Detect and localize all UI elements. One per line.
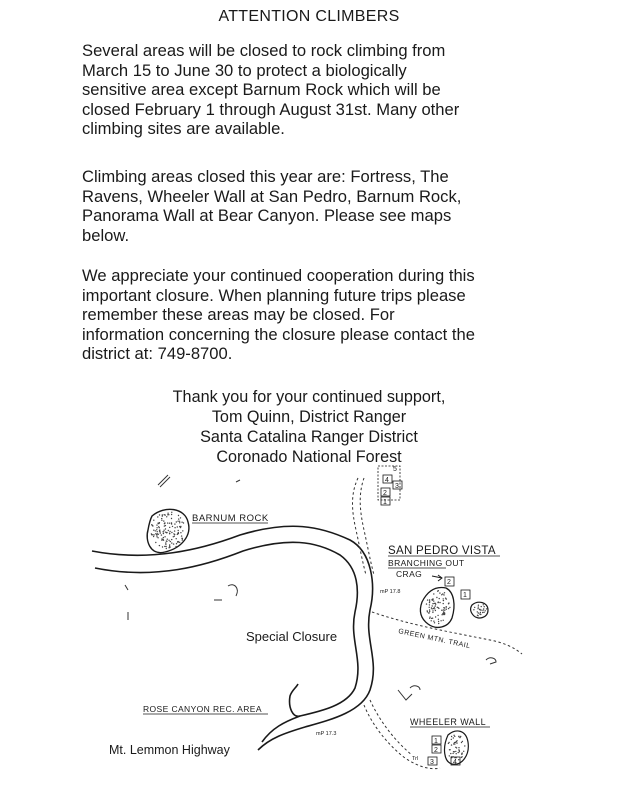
highway-label: Mt. Lemmon Highway xyxy=(109,743,230,757)
stipple-dot xyxy=(429,607,430,608)
stipple-dot xyxy=(456,742,457,743)
stipple-dot xyxy=(462,752,463,753)
stipple-dot xyxy=(427,599,428,600)
stipple-dot xyxy=(443,594,444,595)
stipple-dot xyxy=(443,598,444,599)
special-closure-label: Special Closure xyxy=(246,629,338,644)
stipple-dot xyxy=(163,531,164,532)
stipple-dot xyxy=(441,594,442,595)
stipple-dot xyxy=(477,611,478,612)
stipple-dot xyxy=(455,742,456,743)
stipple-dot xyxy=(433,621,434,622)
stipple-dot xyxy=(156,536,157,537)
stipple-dot xyxy=(159,530,160,531)
stipple-dot xyxy=(177,526,178,527)
stipple-dot xyxy=(449,749,450,750)
stipple-dot xyxy=(463,751,464,752)
stipple-dot xyxy=(458,747,459,748)
stipple-dot xyxy=(480,612,481,613)
marker-number: 3 xyxy=(430,759,434,766)
stipple-dot xyxy=(173,536,174,537)
paragraph-line: district at: 749-8700. xyxy=(82,344,233,363)
stipple-dot xyxy=(163,520,164,521)
stipple-dot xyxy=(179,542,180,543)
notice-paragraph-cooperation xyxy=(82,266,542,364)
stipple-dot xyxy=(459,751,460,752)
closure-map xyxy=(0,462,618,800)
stipple-dot xyxy=(169,544,170,545)
stipple-dot xyxy=(486,608,487,609)
stipple-dot xyxy=(483,612,484,613)
stipple-dot xyxy=(165,514,166,515)
stipple-dot xyxy=(181,538,182,539)
stipple-dot xyxy=(432,610,433,611)
paragraph-line: March 15 to June 30 to protect a biologically xyxy=(82,60,407,80)
stipple-dot xyxy=(177,541,178,542)
stipple-dot xyxy=(455,747,456,748)
stipple-dot xyxy=(444,592,445,593)
stipple-dot xyxy=(174,527,175,528)
stipple-dot xyxy=(433,593,434,594)
stipple-dot xyxy=(171,514,172,515)
stipple-dot xyxy=(429,604,430,605)
stipple-dot xyxy=(432,618,433,619)
stipple-dot xyxy=(162,546,163,547)
stipple-dot xyxy=(164,522,165,523)
branching-out-crag-formation xyxy=(420,588,488,628)
paragraph-line: Several areas will be closed to rock climbing from xyxy=(82,41,446,60)
stipple-dot xyxy=(169,531,170,532)
stipple-dot xyxy=(449,607,450,608)
san-pedro-crag-markers xyxy=(432,575,470,599)
stipple-dot xyxy=(165,528,166,529)
stipple-dot xyxy=(171,512,172,513)
stipple-dot xyxy=(166,548,167,549)
stipple-dot xyxy=(177,521,178,522)
stipple-dot xyxy=(165,544,166,545)
stipple-dot xyxy=(477,615,478,616)
marker-number: 1 xyxy=(463,592,467,599)
stipple-dot xyxy=(456,753,457,754)
stipple-dot xyxy=(444,613,445,614)
stipple-dot xyxy=(153,534,154,535)
crag-label: CRAG xyxy=(396,569,423,579)
stipple-dot xyxy=(161,520,162,521)
stipple-dot xyxy=(163,537,164,538)
stipple-dot xyxy=(171,532,172,533)
stipple-dot xyxy=(159,545,160,546)
stipple-dot xyxy=(429,609,430,610)
paragraph-line: below. xyxy=(82,225,130,245)
paragraph-line: closed February 1 through August 31st. Many other xyxy=(82,99,460,119)
stipple-dot xyxy=(151,533,152,534)
rose-canyon-label: ROSE CANYON REC. AREA xyxy=(143,704,262,714)
stipple-dot xyxy=(161,540,162,541)
stipple-dot xyxy=(182,530,183,531)
stipple-dot xyxy=(174,523,175,524)
stipple-dot xyxy=(436,597,437,598)
notice-title: ATTENTION CLIMBERS xyxy=(218,8,400,25)
paragraph-line: important closure. When planning future trips please xyxy=(82,285,466,305)
paragraph-line: information concerning the closure please contact the xyxy=(82,324,475,344)
marker-number: 5 xyxy=(393,466,397,473)
stipple-dot xyxy=(164,536,165,537)
paragraph-line: remember these areas may be closed. For xyxy=(82,305,395,324)
stipple-dot xyxy=(428,613,429,614)
stipple-dot xyxy=(165,532,166,533)
stipple-dot xyxy=(445,606,446,607)
stipple-dot xyxy=(162,539,163,540)
stipple-dot xyxy=(446,598,447,599)
stipple-dot xyxy=(163,533,164,534)
stipple-dot xyxy=(451,736,452,737)
stipple-dot xyxy=(458,736,459,737)
stipple-dot xyxy=(434,607,435,608)
stipple-dot xyxy=(157,531,158,532)
stipple-dot xyxy=(453,737,454,738)
stipple-dot xyxy=(169,533,170,534)
stipple-dot xyxy=(446,609,447,610)
marker-number: 3 xyxy=(395,483,399,490)
stipple-dot xyxy=(479,613,480,614)
stipple-dot xyxy=(165,542,166,543)
stipple-dot xyxy=(164,525,165,526)
marker-number: 2 xyxy=(383,490,387,497)
stipple-dot xyxy=(153,520,154,521)
stipple-dot xyxy=(448,742,449,743)
paragraph-line: sensitive area except Barnum Rock which will be xyxy=(82,80,441,99)
marker-number: 4 xyxy=(385,477,389,484)
stipple-dot xyxy=(169,546,170,547)
stipple-dot xyxy=(156,534,157,535)
stipple-dot xyxy=(429,602,430,603)
stipple-dot xyxy=(176,543,177,544)
stipple-dot xyxy=(160,532,161,533)
stipple-dot xyxy=(176,538,177,539)
stipple-dot xyxy=(452,753,453,754)
stipple-dot xyxy=(183,522,184,523)
stipple-dot xyxy=(427,610,428,611)
paragraph-line: Climbing areas closed this year are: Fortress, The xyxy=(82,167,449,186)
stipple-dot xyxy=(151,524,152,525)
stipple-dot xyxy=(178,532,179,533)
stipple-dot xyxy=(441,614,442,615)
stipple-dot xyxy=(435,616,436,617)
signature-line: Coronado National Forest xyxy=(216,448,402,466)
stipple-dot xyxy=(426,603,427,604)
stipple-dot xyxy=(435,605,436,606)
stipple-dot xyxy=(461,742,462,743)
stipple-dot xyxy=(483,608,484,609)
paragraph-line: Panorama Wall at Bear Canyon. Please see maps xyxy=(82,206,452,225)
stipple-dot xyxy=(438,623,439,624)
stipple-dot xyxy=(480,609,481,610)
stipple-dot xyxy=(163,530,164,531)
stipple-dot xyxy=(477,608,478,609)
stipple-dot xyxy=(166,516,167,517)
marker-number: 2 xyxy=(447,579,451,586)
stipple-dot xyxy=(448,603,449,604)
stipple-dot xyxy=(159,522,160,523)
stipple-dot xyxy=(432,612,433,613)
stipple-dot xyxy=(155,542,156,543)
stipple-dot xyxy=(161,518,162,519)
stipple-dot xyxy=(481,606,482,607)
stipple-dot xyxy=(439,592,440,593)
stipple-dot xyxy=(461,754,462,755)
stipple-dot xyxy=(484,606,485,607)
stipple-dot xyxy=(434,603,435,604)
stipple-dot xyxy=(176,521,177,522)
stipple-dot xyxy=(175,546,176,547)
stipple-dot xyxy=(173,543,174,544)
stipple-dot xyxy=(155,530,156,531)
stipple-dot xyxy=(180,532,181,533)
stipple-dot xyxy=(438,621,439,622)
stipple-dot xyxy=(451,739,452,740)
stipple-dot xyxy=(473,609,474,610)
stipple-dot xyxy=(485,610,486,611)
stipple-dot xyxy=(171,539,172,540)
stipple-dot xyxy=(434,608,435,609)
stipple-dot xyxy=(438,619,439,620)
stipple-dot xyxy=(456,740,457,741)
stipple-dot xyxy=(439,602,440,603)
stipple-dot xyxy=(441,610,442,611)
stipple-dot xyxy=(432,605,433,606)
stipple-dot xyxy=(478,605,479,606)
stipple-dot xyxy=(170,541,171,542)
stipple-dot xyxy=(179,522,180,523)
notice-paragraph-closed-areas xyxy=(82,167,542,245)
stipple-dot xyxy=(443,609,444,610)
stipple-dot xyxy=(157,523,158,524)
paragraph-line: climbing sites are available. xyxy=(82,119,285,138)
notice-paragraph-closure-dates xyxy=(82,41,542,139)
paragraph-line: We appreciate your continued cooperation during this xyxy=(82,266,475,285)
marker-number: 4 xyxy=(453,759,457,766)
stipple-dot xyxy=(432,598,433,599)
stipple-dot xyxy=(168,530,169,531)
stipple-dot xyxy=(171,522,172,523)
stipple-dot xyxy=(482,610,483,611)
stipple-dot xyxy=(443,603,444,604)
branching-out-label: BRANCHING OUT xyxy=(388,558,465,568)
stipple-dot xyxy=(429,601,430,602)
stipple-dot xyxy=(478,606,479,607)
stipple-dot xyxy=(449,755,450,756)
stipple-dot xyxy=(156,529,157,530)
stipple-dot xyxy=(179,521,180,522)
stipple-dot xyxy=(182,539,183,540)
stipple-dot xyxy=(429,611,430,612)
stipple-dot xyxy=(156,527,157,528)
stipple-dot xyxy=(167,514,168,515)
stipple-dot xyxy=(180,517,181,518)
stipple-dot xyxy=(172,526,173,527)
stipple-dot xyxy=(461,757,462,758)
stipple-dot xyxy=(458,749,459,750)
stipple-dot xyxy=(178,518,179,519)
stipple-dot xyxy=(157,516,158,517)
mile-post-lower-label: mP 17.3 xyxy=(316,731,337,737)
stipple-dot xyxy=(181,535,182,536)
stipple-dot xyxy=(168,540,169,541)
stipple-dot xyxy=(174,534,175,535)
stipple-dot xyxy=(443,600,444,601)
stipple-dot xyxy=(443,607,444,608)
signature-block xyxy=(0,387,618,467)
stipple-dot xyxy=(167,513,168,514)
stipple-dot xyxy=(474,607,475,608)
stipple-dot xyxy=(451,744,452,745)
trail-abbrev-label: Trl xyxy=(412,756,419,762)
stipple-dot xyxy=(448,608,449,609)
marker-number: 2 xyxy=(434,747,438,754)
stipple-dot xyxy=(454,743,455,744)
stipple-dot xyxy=(458,759,459,760)
stipple-dot xyxy=(153,530,154,531)
stipple-dot xyxy=(162,514,163,515)
stipple-dot xyxy=(438,601,439,602)
stipple-dot xyxy=(460,736,461,737)
stipple-dot xyxy=(180,526,181,527)
stipple-dot xyxy=(432,603,433,604)
stipple-dot xyxy=(454,736,455,737)
stipple-dot xyxy=(156,524,157,525)
stipple-dot xyxy=(178,515,179,516)
stipple-dot xyxy=(159,527,160,528)
signature-line: Thank you for your continued support, xyxy=(172,388,446,406)
stipple-dot xyxy=(158,534,159,535)
green-mountain-trail-label: GREEN MTN. TRAIL xyxy=(397,628,472,651)
stipple-dot xyxy=(454,751,455,752)
marker-number: 1 xyxy=(434,738,438,745)
stipple-dot xyxy=(164,546,165,547)
stipple-dot xyxy=(153,536,154,537)
stipple-dot xyxy=(439,598,440,599)
stipple-dot xyxy=(450,753,451,754)
stipple-dot xyxy=(171,518,172,519)
stipple-dot xyxy=(464,745,465,746)
stipple-dot xyxy=(161,534,162,535)
stipple-dot xyxy=(433,600,434,601)
stipple-dot xyxy=(433,608,434,609)
barnum-rock-label: BARNUM ROCK xyxy=(192,513,269,524)
stipple-dot xyxy=(458,752,459,753)
stipple-dot xyxy=(167,539,168,540)
stipple-dot xyxy=(165,546,166,547)
signature-line: Tom Quinn, District Ranger xyxy=(211,408,407,426)
stipple-dot xyxy=(155,533,156,534)
stipple-dot xyxy=(483,604,484,605)
stipple-dot xyxy=(435,610,436,611)
stipple-dot xyxy=(443,620,444,621)
wheeler-wall-label: WHEELER WALL xyxy=(410,717,486,727)
stipple-dot xyxy=(159,514,160,515)
stipple-dot xyxy=(429,618,430,619)
stipple-dot xyxy=(169,523,170,524)
upper-crag-markers xyxy=(378,466,402,506)
mile-post-upper-label: mP 17.8 xyxy=(380,589,401,595)
stipple-dot xyxy=(438,608,439,609)
stipple-dot xyxy=(167,522,168,523)
stipple-dot xyxy=(174,530,175,531)
stipple-dot xyxy=(431,608,432,609)
marker-number: 1 xyxy=(383,499,387,506)
stipple-dot xyxy=(166,540,167,541)
stipple-dot xyxy=(434,622,435,623)
stipple-dot xyxy=(171,542,172,543)
stipple-dot xyxy=(181,522,182,523)
stipple-dot xyxy=(178,530,179,531)
stipple-dot xyxy=(455,751,456,752)
stipple-dot xyxy=(429,616,430,617)
stipple-dot xyxy=(429,599,430,600)
stipple-dot xyxy=(440,620,441,621)
stipple-dot xyxy=(482,612,483,613)
stipple-dot xyxy=(437,615,438,616)
barnum-rock-formation xyxy=(147,509,189,552)
stipple-dot xyxy=(435,604,436,605)
paragraph-line: Ravens, Wheeler Wall at San Pedro, Barnum Rock, xyxy=(82,186,462,206)
stipple-dot xyxy=(462,741,463,742)
san-pedro-vista-label: SAN PEDRO VISTA xyxy=(388,545,496,557)
stipple-dot xyxy=(437,591,438,592)
stipple-dot xyxy=(157,537,158,538)
stipple-dot xyxy=(169,527,170,528)
signature-line: Santa Catalina Ranger District xyxy=(200,428,418,446)
stipple-dot xyxy=(478,612,479,613)
stipple-dot xyxy=(431,620,432,621)
